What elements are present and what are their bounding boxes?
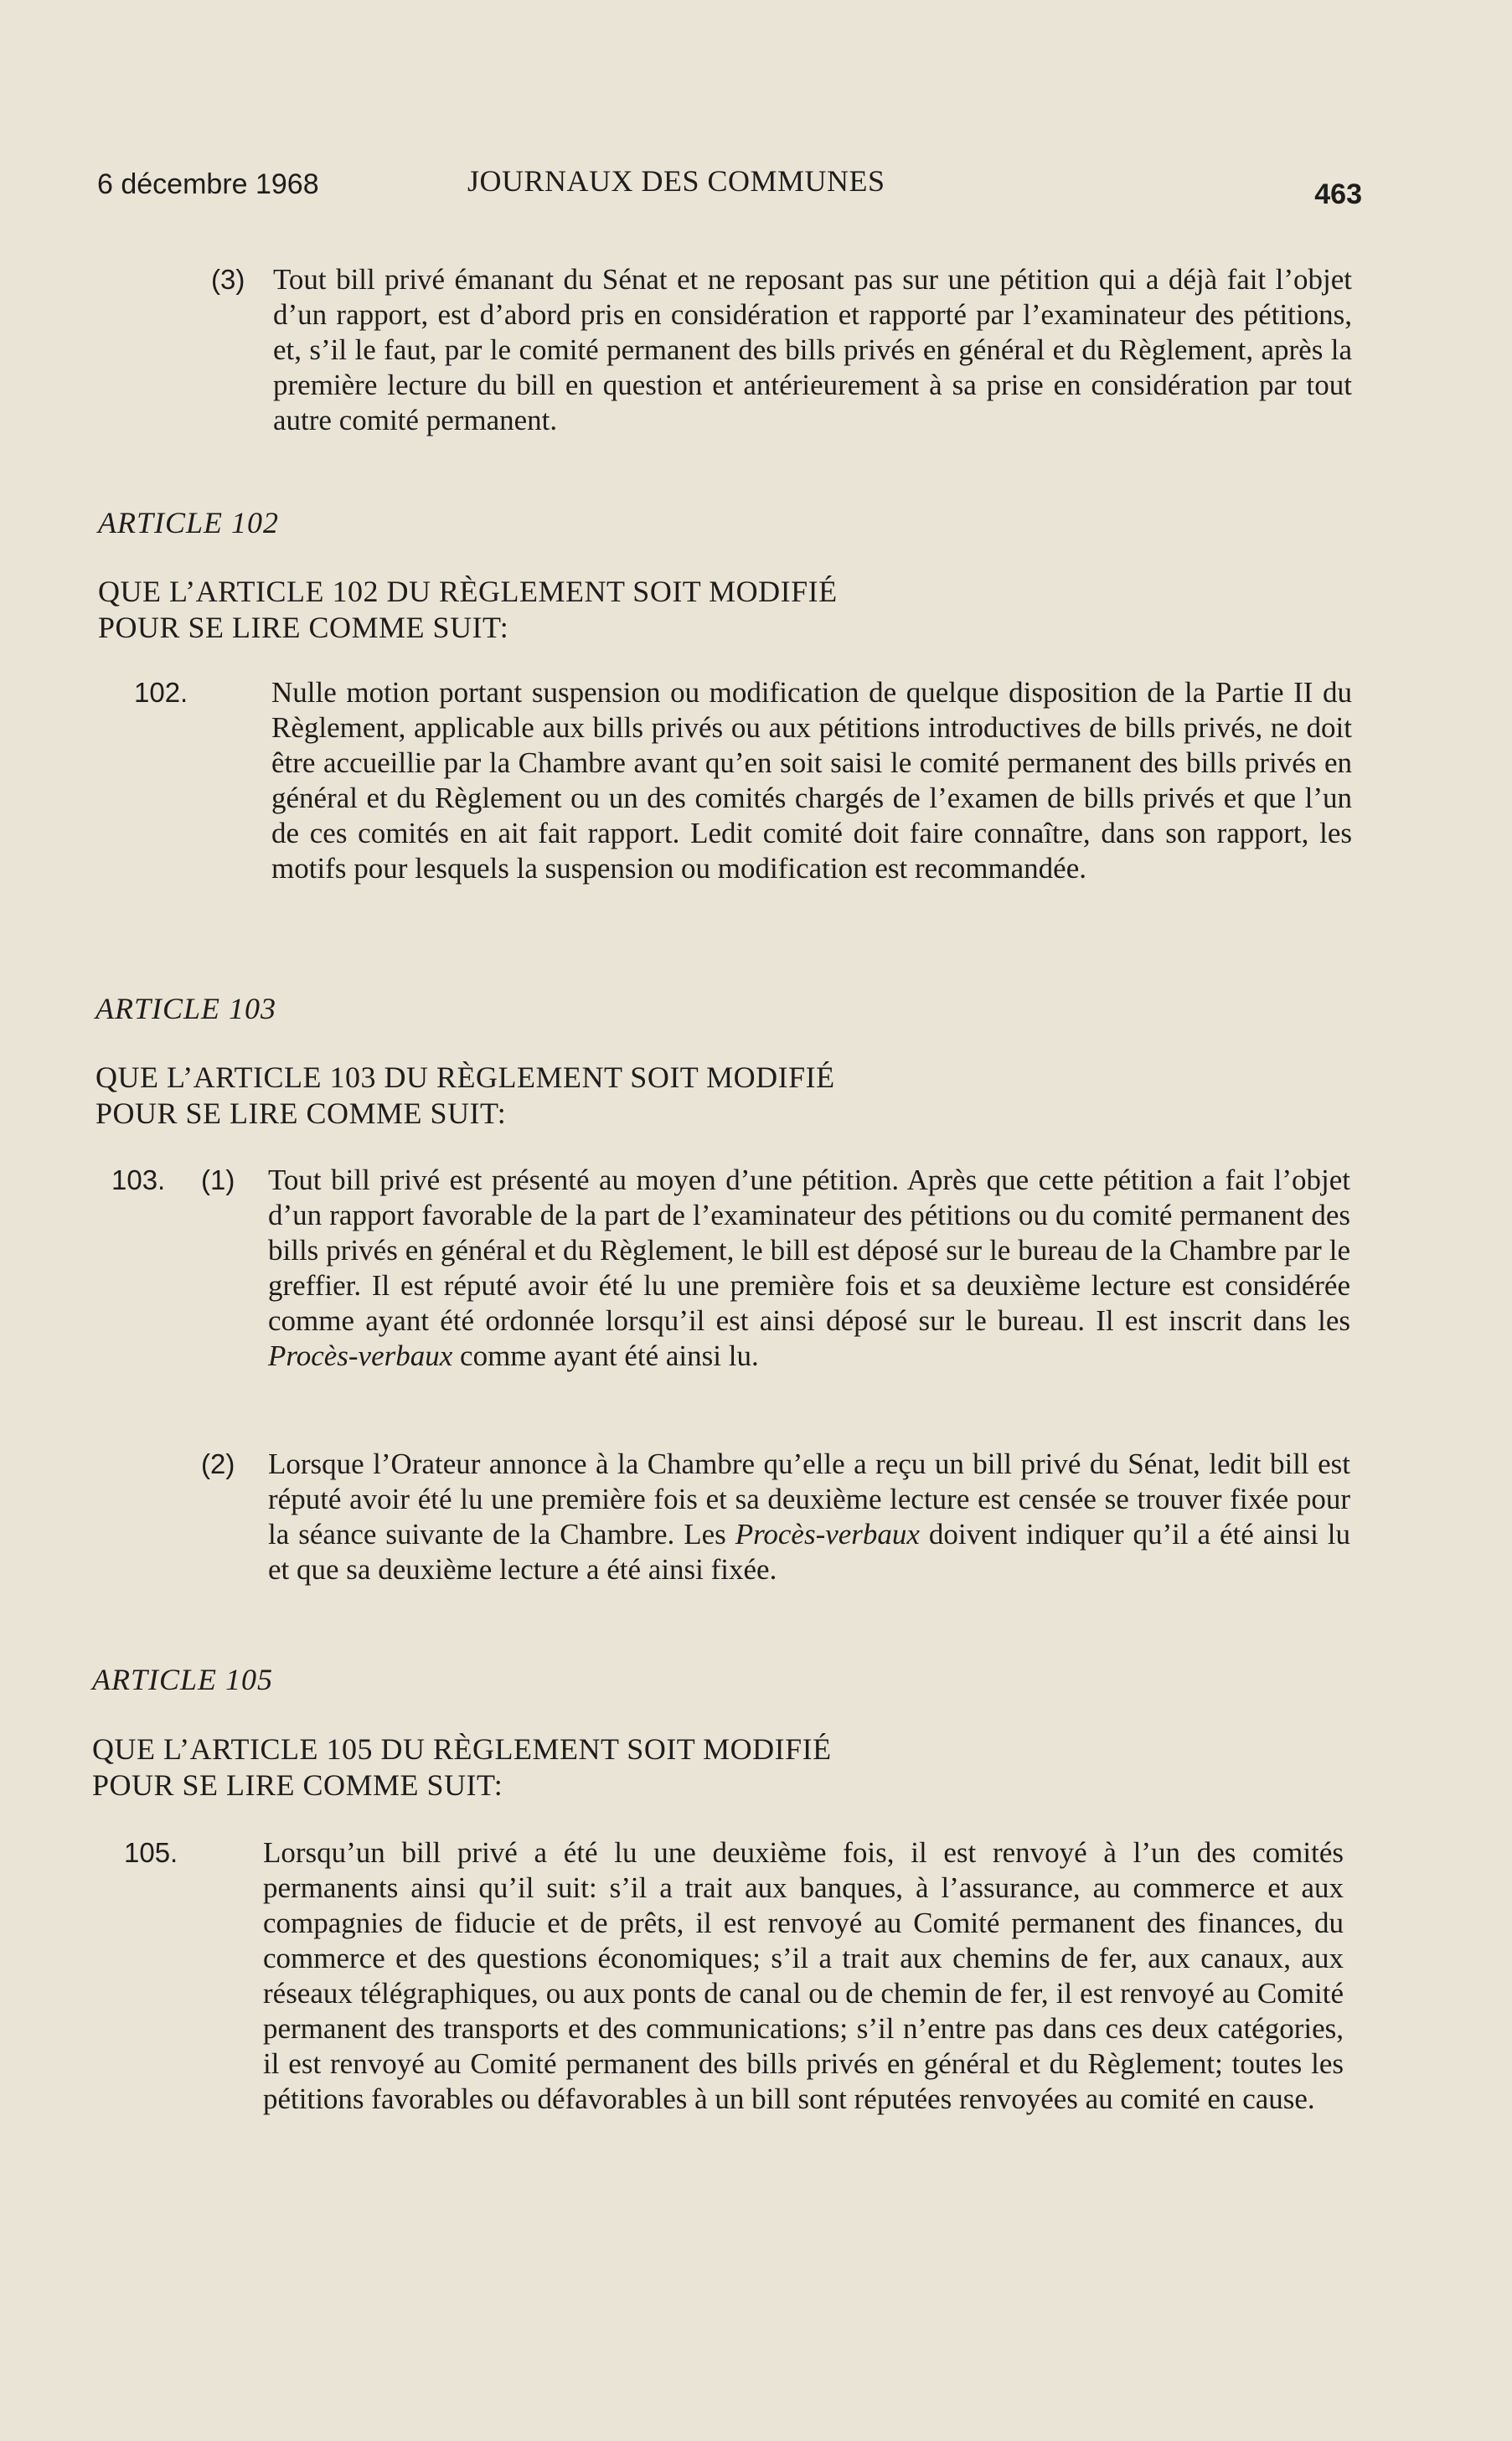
motion-text (92, 1731, 832, 1804)
motion-line: QUE L’ARTICLE 105 DU RÈGLEMENT SOIT MODIFIÉ (92, 1732, 832, 1766)
subsection-text (268, 1163, 1350, 1374)
article-text: Nulle motion portant suspension ou modification de quelque disposition de la Partie II du Règlement, applicable aux bills privés ou aux pétitions introductives de bills privés, ne doit être accueillie par la Chambre avant qu’en soit saisi le comité permanent des bills privés en général et du Règlement ou un des comités chargés de l’examen de bills privés et que l’un de ces comités en ait fait rapport. Ledit comité doit faire connaître, dans son rapport, les motifs pour lesquels la suspension ou modification est recommandée. (271, 676, 1352, 885)
text-run: Tout bill privé est présenté au moyen d’une pétition. Après que cette pétition a fait l’objet d’un rapport favorable de la part de l’examinateur des pétitions ou du comité permanent des bills privés en général et du Règlement, le bill est déposé sur le bureau de la Chambre par le greffier. Il est réputé avoir été lu une première fois et sa deuxième lecture est considérée comme ayant été ordonnée lorsqu’il est ainsi déposé sur le bureau. Il est inscrit dans les (268, 1164, 1350, 1337)
motion-line: POUR SE LIRE COMME SUIT: (92, 1768, 503, 1802)
article-number: 105. (124, 1837, 178, 1868)
page-number: 463 (1314, 178, 1362, 210)
motion-text (98, 574, 838, 646)
subsection-text (268, 1447, 1350, 1587)
article-heading: ARTICLE 105 (92, 1663, 274, 1696)
article-heading: ARTICLE 103 (95, 992, 277, 1025)
header-journal-title: JOURNAUX DES COMMUNES (467, 164, 885, 198)
motion-line: QUE L’ARTICLE 102 DU RÈGLEMENT SOIT MODIFIÉ (98, 575, 838, 608)
text-run: comme ayant été ainsi lu. (452, 1339, 759, 1372)
motion-line: POUR SE LIRE COMME SUIT: (95, 1097, 507, 1130)
italic-reference: Procès-verbaux (735, 1518, 920, 1551)
header-date: 6 décembre 1968 (97, 168, 319, 200)
subsection-number: (3) (211, 264, 245, 295)
page-header (97, 163, 1362, 210)
article-text: Lorsqu’un bill privé a été lu une deuxième fois, il est renvoyé à l’un des comités permanents ainsi qu’il suit: s’il a trait aux banques, à l’assurance, au commerce et aux compagnies de fiducie et de prêts, il est renvoyé au Comité permanent des finances, du commerce et des questions économiques; s’il a trait aux chemins de fer, aux canaux, aux réseaux télégraphiques, ou aux ponts de canal ou de chemin de fer, il est renvoyé au Comité permanent des transports et des communications; s’il n’entre pas dans ces deux catégories, il est renvoyé au Comité permanent des bills privés en général et du Règlement; toutes les pétitions favorables ou défavorables à un bill sont réputées renvoyées au comité en cause. (263, 1836, 1344, 2115)
italic-reference: Procès-verbaux (268, 1339, 453, 1372)
article-heading: ARTICLE 102 (98, 506, 280, 539)
motion-text (95, 1060, 835, 1132)
motion-line: QUE L’ARTICLE 103 DU RÈGLEMENT SOIT MODIFIÉ (95, 1061, 835, 1094)
article-number: 102. (134, 677, 188, 708)
subsection-number: (2) (201, 1448, 235, 1479)
text-run: Lorsque l’Orateur annonce à la Chambre qu’elle a reçu un bill privé du Sénat, ledit bill est réputé avoir été lu une première fois et sa deuxième lecture est censée se trouver fixée pour la séance suivante de la Chambre. Les (268, 1448, 1350, 1551)
motion-line: POUR SE LIRE COMME SUIT: (98, 611, 509, 644)
subsection-text: Tout bill privé émanant du Sénat et ne reposant pas sur une pétition qui a déjà fait l’objet d’un rapport, est d’abord pris en considération et rapporté par l’examinateur des pétitions, et, s’il le faut, par le comité permanent des bills privés en général et du Règlement, après la première lecture du bill en question et antérieurement à sa prise en considération par tout autre comité permanent. (273, 263, 1352, 436)
subsection-number: (1) (201, 1164, 235, 1195)
text-run: doivent indiquer qu’il a été ainsi lu et que sa deuxième lecture a été ainsi fixée. (268, 1518, 1350, 1586)
article-number: 103. (111, 1164, 166, 1195)
